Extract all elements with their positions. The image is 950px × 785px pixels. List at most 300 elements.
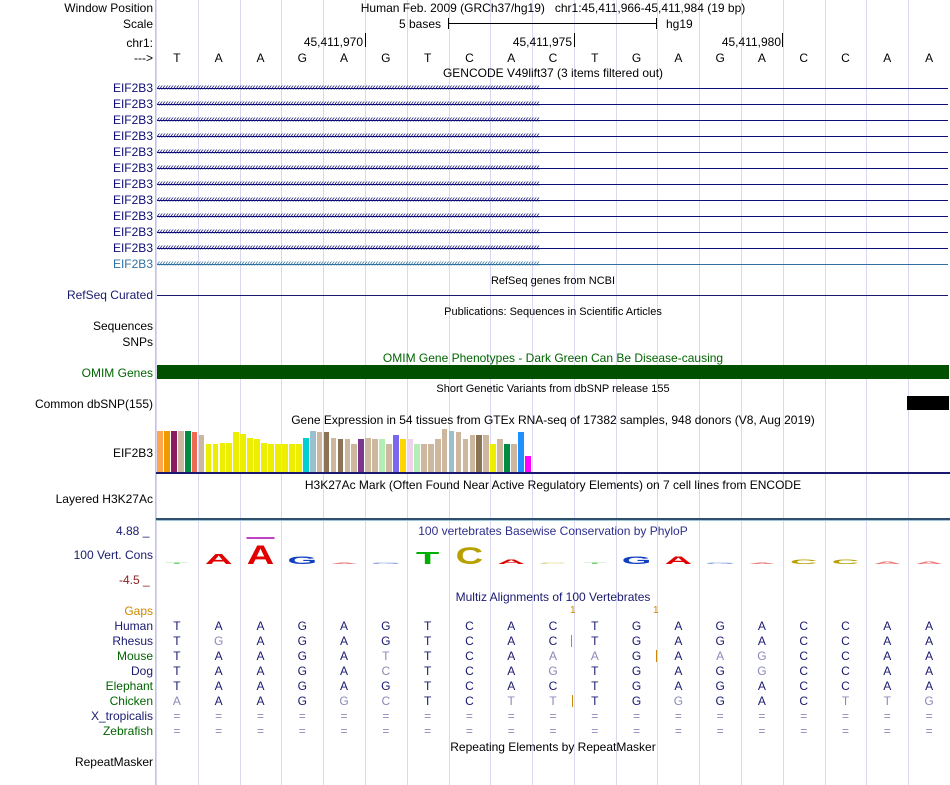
gtex-tissue-bar[interactable] xyxy=(345,439,351,472)
gtex-tissue-bar[interactable] xyxy=(407,439,413,472)
gtex-tissue-bar[interactable] xyxy=(226,443,232,472)
gtex-tissue-bar[interactable] xyxy=(164,431,170,472)
alignment-base: G xyxy=(631,664,642,678)
insertion-marker xyxy=(571,635,572,647)
alignment-base: = xyxy=(298,724,306,738)
alignment-base: C xyxy=(465,679,474,693)
strand-label: ---> xyxy=(134,51,153,65)
gencode-gene-label[interactable]: EIF2B3 xyxy=(112,257,153,271)
alignment-base: = xyxy=(591,709,599,723)
alignment-base: A xyxy=(674,634,683,648)
alignment-base: G xyxy=(548,664,558,678)
alignment-base: C xyxy=(548,634,558,648)
alignment-base: A xyxy=(256,619,265,633)
gtex-tissue-bar[interactable] xyxy=(289,444,295,472)
gtex-tissue-bar[interactable] xyxy=(178,431,184,472)
alignment-base: C xyxy=(465,634,474,648)
alignment-base: = xyxy=(842,724,850,738)
gtex-tissue-bar[interactable] xyxy=(393,435,399,472)
sequence-base: G xyxy=(297,51,307,65)
alignment-base: = xyxy=(465,709,473,723)
gencode-strand-arrows: ‹‹‹‹‹‹‹‹‹‹‹‹‹‹‹‹‹‹‹‹‹‹‹‹‹‹‹‹‹‹‹‹‹‹‹‹‹‹‹‹‹‹‹‹‹‹‹‹‹‹‹‹‹‹‹‹‹‹‹‹‹‹‹‹‹‹‹‹‹‹‹‹‹‹‹‹‹‹‹‹‹‹‹‹‹‹‹‹‹‹‹‹‹‹‹‹‹‹‹‹‹‹‹‹‹‹‹‹‹‹‹‹‹‹‹‹‹‹‹‹‹‹‹‹‹‹‹‹‹‹‹‹‹‹‹‹‹‹‹‹ xyxy=(157,242,540,252)
alignment-base: A xyxy=(340,679,349,693)
dbsnp-label[interactable]: Common dbSNP(155) xyxy=(34,397,153,411)
alignment-base: C xyxy=(841,619,850,633)
gtex-tissue-bar[interactable] xyxy=(185,431,191,472)
sequence-base: C xyxy=(799,51,809,65)
gtex-tissue-bar[interactable] xyxy=(483,435,489,472)
alignment-base: C xyxy=(548,619,558,633)
alignment-base: G xyxy=(631,619,642,633)
sequence-base: G xyxy=(715,51,725,65)
alignment-base: A xyxy=(925,619,934,633)
alignment-base: T xyxy=(591,619,599,633)
gtex-tissue-bar[interactable] xyxy=(386,444,392,472)
gtex-tissue-bar[interactable] xyxy=(171,431,177,472)
alignment-base: A xyxy=(925,664,934,678)
alignment-base: C xyxy=(381,694,391,708)
conservation-letter: A xyxy=(873,560,902,565)
alignment-base: T xyxy=(549,694,557,708)
gencode-gene-label[interactable]: EIF2B3 xyxy=(112,193,153,207)
conservation-letter: C xyxy=(831,558,860,566)
sequence-base: C xyxy=(548,51,558,65)
gencode-gene-label[interactable]: EIF2B3 xyxy=(112,145,153,159)
gtex-tissue-bar[interactable] xyxy=(365,438,371,472)
alignment-base: = xyxy=(465,724,473,738)
conservation-letter: A xyxy=(204,551,233,568)
alignment-base: A xyxy=(883,664,892,678)
alignment-base: A xyxy=(757,679,766,693)
alignment-base: C xyxy=(381,664,391,678)
alignment-base: A xyxy=(925,679,934,693)
conservation-letter: G xyxy=(371,562,401,565)
species-label[interactable]: Human xyxy=(114,619,153,633)
alignment-base: G xyxy=(757,649,767,663)
alignment-base: T xyxy=(423,664,432,678)
gencode-gene-label[interactable]: EIF2B3 xyxy=(112,209,153,223)
alignment-base: T xyxy=(423,649,432,663)
gencode-gene-label[interactable]: EIF2B3 xyxy=(112,97,153,111)
alignment-base: C xyxy=(799,679,809,693)
alignment-base: G xyxy=(381,634,391,648)
gtex-tissue-bar[interactable] xyxy=(254,439,260,472)
alignment-base: T xyxy=(507,694,515,708)
alignment-base: A xyxy=(507,634,516,648)
alignment-base: C xyxy=(799,619,809,633)
dbsnp-variant[interactable] xyxy=(907,396,949,410)
alignment-base: G xyxy=(631,634,642,648)
alignment-base: A xyxy=(548,649,557,663)
alignment-base: C xyxy=(799,634,809,648)
gtex-tissue-bar[interactable] xyxy=(157,431,163,472)
alignment-base: C xyxy=(799,664,809,678)
alignment-base: A xyxy=(883,649,892,663)
alignment-base: = xyxy=(507,709,515,723)
gtex-track-title: Gene Expression in 54 tissues from GTEx RNA-seq of 17382 samples, 948 donors (V8, Aug 2019) xyxy=(291,413,815,427)
gtex-tissue-bar[interactable] xyxy=(518,432,524,472)
gencode-strand-arrows: ‹‹‹‹‹‹‹‹‹‹‹‹‹‹‹‹‹‹‹‹‹‹‹‹‹‹‹‹‹‹‹‹‹‹‹‹‹‹‹‹‹‹‹‹‹‹‹‹‹‹‹‹‹‹‹‹‹‹‹‹‹‹‹‹‹‹‹‹‹‹‹‹‹‹‹‹‹‹‹‹‹‹‹‹‹‹‹‹‹‹‹‹‹‹‹‹‹‹‹‹‹‹‹‹‹‹‹‹‹‹‹‹‹‹‹‹‹‹‹‹‹‹‹‹‹‹‹‹‹‹‹‹‹‹‹‹‹‹‹‹ xyxy=(157,258,540,268)
alignment-base: A xyxy=(214,679,223,693)
gtex-tissue-bar[interactable] xyxy=(442,429,448,472)
alignment-base: A xyxy=(674,664,683,678)
gencode-gene-label[interactable]: EIF2B3 xyxy=(112,129,153,143)
gtex-tissue-bar[interactable] xyxy=(303,438,309,472)
gtex-tissue-bar[interactable] xyxy=(435,439,441,472)
gtex-tissue-bar[interactable] xyxy=(275,444,281,472)
alignment-base: = xyxy=(424,709,432,723)
gtex-tissue-bar[interactable] xyxy=(213,444,219,472)
alignment-base: = xyxy=(842,709,850,723)
gencode-gene-label[interactable]: EIF2B3 xyxy=(112,241,153,255)
alignment-base: G xyxy=(297,649,307,663)
alignment-base: T xyxy=(423,619,432,633)
omim-label[interactable]: OMIM Genes xyxy=(81,366,153,380)
gtex-barchart[interactable] xyxy=(157,429,557,472)
conservation-label[interactable]: 100 Vert. Cons xyxy=(73,548,153,562)
omim-track-title: OMIM Gene Phenotypes - Dark Green Can Be Disease-causing xyxy=(382,351,724,365)
sequence-base: A xyxy=(340,51,349,65)
alignment-base: A xyxy=(883,619,892,633)
alignment-base: = xyxy=(925,709,933,723)
alignment-base: T xyxy=(591,679,599,693)
sequence-base: A xyxy=(757,51,766,65)
gtex-tissue-bar[interactable] xyxy=(504,444,510,472)
repeatmasker-label[interactable]: RepeatMasker xyxy=(74,755,153,769)
sequence-base: A xyxy=(674,51,683,65)
refseq-gene-line[interactable] xyxy=(157,295,948,296)
alignment-base: = xyxy=(549,709,557,723)
alignment-base: = xyxy=(549,724,557,738)
alignment-base: = xyxy=(215,709,223,723)
alignment-base: T xyxy=(382,649,390,663)
gtex-tissue-bar[interactable] xyxy=(233,432,239,472)
alignment-base: A xyxy=(256,634,265,648)
gtex-tissue-bar[interactable] xyxy=(282,444,288,472)
gencode-strand-arrows: ‹‹‹‹‹‹‹‹‹‹‹‹‹‹‹‹‹‹‹‹‹‹‹‹‹‹‹‹‹‹‹‹‹‹‹‹‹‹‹‹‹‹‹‹‹‹‹‹‹‹‹‹‹‹‹‹‹‹‹‹‹‹‹‹‹‹‹‹‹‹‹‹‹‹‹‹‹‹‹‹‹‹‹‹‹‹‹‹‹‹‹‹‹‹‹‹‹‹‹‹‹‹‹‹‹‹‹‹‹‹‹‹‹‹‹‹‹‹‹‹‹‹‹‹‹‹‹‹‹‹‹‹‹‹‹‹‹‹‹‹ xyxy=(157,98,540,108)
gencode-strand-arrows: ‹‹‹‹‹‹‹‹‹‹‹‹‹‹‹‹‹‹‹‹‹‹‹‹‹‹‹‹‹‹‹‹‹‹‹‹‹‹‹‹‹‹‹‹‹‹‹‹‹‹‹‹‹‹‹‹‹‹‹‹‹‹‹‹‹‹‹‹‹‹‹‹‹‹‹‹‹‹‹‹‹‹‹‹‹‹‹‹‹‹‹‹‹‹‹‹‹‹‹‹‹‹‹‹‹‹‹‹‹‹‹‹‹‹‹‹‹‹‹‹‹‹‹‹‹‹‹‹‹‹‹‹‹‹‹‹‹‹‹‹ xyxy=(157,82,540,92)
conservation-ymax: 4.88 _ xyxy=(116,524,150,538)
sequence-base: A xyxy=(214,51,223,65)
alignment-base: A xyxy=(256,664,265,678)
gencode-strand-arrows: ‹‹‹‹‹‹‹‹‹‹‹‹‹‹‹‹‹‹‹‹‹‹‹‹‹‹‹‹‹‹‹‹‹‹‹‹‹‹‹‹‹‹‹‹‹‹‹‹‹‹‹‹‹‹‹‹‹‹‹‹‹‹‹‹‹‹‹‹‹‹‹‹‹‹‹‹‹‹‹‹‹‹‹‹‹‹‹‹‹‹‹‹‹‹‹‹‹‹‹‹‹‹‹‹‹‹‹‹‹‹‹‹‹‹‹‹‹‹‹‹‹‹‹‹‹‹‹‹‹‹‹‹‹‹‹‹‹‹‹‹ xyxy=(157,146,540,156)
alignment-base: G xyxy=(297,694,307,708)
alignment-base: T xyxy=(423,694,432,708)
gtex-tissue-bar[interactable] xyxy=(470,435,476,472)
gtex-baseline xyxy=(156,472,950,474)
conservation-letter: C xyxy=(790,558,818,566)
alignment-base: = xyxy=(633,709,641,723)
conservation-letter: A xyxy=(664,554,693,567)
alignment-base: A xyxy=(757,694,766,708)
alignment-base: = xyxy=(800,724,808,738)
gtex-tissue-bar[interactable] xyxy=(428,444,434,472)
sequence-base: G xyxy=(381,51,391,65)
sequence-base: T xyxy=(423,51,432,65)
gtex-tissue-bar[interactable] xyxy=(351,444,357,472)
gencode-gene-label[interactable]: EIF2B3 xyxy=(112,225,153,239)
alignment-base: = xyxy=(215,724,223,738)
alignment-base: G xyxy=(297,634,307,648)
alignment-base: = xyxy=(716,724,724,738)
alignment-base: G xyxy=(339,694,349,708)
alignment-base: = xyxy=(382,709,390,723)
alignment-base: A xyxy=(883,634,892,648)
alignment-base: = xyxy=(507,724,515,738)
alignment-base: = xyxy=(340,724,348,738)
sequences-label[interactable]: Sequences xyxy=(92,319,153,333)
gtex-tissue-bar[interactable] xyxy=(379,439,385,472)
alignment-base: = xyxy=(674,709,682,723)
gtex-tissue-bar[interactable] xyxy=(400,439,406,472)
alignment-base: G xyxy=(757,664,767,678)
ruler-tick-label: 45,411,970 xyxy=(303,35,363,49)
gtex-tissue-bar[interactable] xyxy=(220,443,226,472)
conservation-letter: T xyxy=(165,562,189,565)
snps-label[interactable]: SNPs xyxy=(122,335,153,349)
conservation-letter: C xyxy=(539,562,567,565)
alignment-base: A xyxy=(214,664,223,678)
gtex-tissue-bar[interactable] xyxy=(511,444,517,472)
conservation-letter: A xyxy=(246,540,275,571)
alignment-base: T xyxy=(173,619,181,633)
window-position-label[interactable]: Window Position xyxy=(64,1,153,15)
scale-bar-left-tick xyxy=(448,18,449,29)
sequence-base: A xyxy=(883,51,892,65)
sequence-base: A xyxy=(925,51,934,65)
alignment-base: = xyxy=(883,709,891,723)
gtex-tissue-bar[interactable] xyxy=(310,431,316,472)
alignment-base: T xyxy=(173,634,181,648)
alignment-base: G xyxy=(631,679,642,693)
alignment-base: G xyxy=(673,694,684,708)
alignment-base: A xyxy=(214,694,223,708)
species-label[interactable]: Rhesus xyxy=(112,634,153,648)
gtex-tissue-bar[interactable] xyxy=(449,431,455,472)
alignment-base: T xyxy=(423,679,432,693)
gencode-strand-arrows: ‹‹‹‹‹‹‹‹‹‹‹‹‹‹‹‹‹‹‹‹‹‹‹‹‹‹‹‹‹‹‹‹‹‹‹‹‹‹‹‹‹‹‹‹‹‹‹‹‹‹‹‹‹‹‹‹‹‹‹‹‹‹‹‹‹‹‹‹‹‹‹‹‹‹‹‹‹‹‹‹‹‹‹‹‹‹‹‹‹‹‹‹‹‹‹‹‹‹‹‹‹‹‹‹‹‹‹‹‹‹‹‹‹‹‹‹‹‹‹‹‹‹‹‹‹‹‹‹‹‹‹‹‹‹‹‹‹‹‹‹ xyxy=(157,130,540,140)
alignment-base: = xyxy=(674,724,682,738)
species-label[interactable]: Dog xyxy=(130,664,153,678)
gencode-strand-arrows: ‹‹‹‹‹‹‹‹‹‹‹‹‹‹‹‹‹‹‹‹‹‹‹‹‹‹‹‹‹‹‹‹‹‹‹‹‹‹‹‹‹‹‹‹‹‹‹‹‹‹‹‹‹‹‹‹‹‹‹‹‹‹‹‹‹‹‹‹‹‹‹‹‹‹‹‹‹‹‹‹‹‹‹‹‹‹‹‹‹‹‹‹‹‹‹‹‹‹‹‹‹‹‹‹‹‹‹‹‹‹‹‹‹‹‹‹‹‹‹‹‹‹‹‹‹‹‹‹‹‹‹‹‹‹‹‹‹‹‹‹ xyxy=(157,226,540,236)
gtex-tissue-bar[interactable] xyxy=(490,444,496,472)
gtex-tissue-bar[interactable] xyxy=(324,432,330,472)
alignment-base: = xyxy=(800,709,808,723)
gap-mark: 1 xyxy=(570,605,576,616)
species-label[interactable]: X_tropicalis xyxy=(90,709,153,723)
scale-bar xyxy=(448,23,656,24)
gencode-gene-label[interactable]: EIF2B3 xyxy=(112,161,153,175)
omim-gene-bar[interactable] xyxy=(157,365,949,379)
refseq-label[interactable]: RefSeq Curated xyxy=(66,288,153,302)
conservation-letter: G xyxy=(705,562,735,565)
alignment-base: = xyxy=(883,724,891,738)
alignment-base: T xyxy=(591,634,599,648)
alignment-base: A xyxy=(716,649,725,663)
gtex-tissue-bar[interactable] xyxy=(261,443,267,472)
gtex-tissue-bar[interactable] xyxy=(331,438,337,472)
gap-mark: 1 xyxy=(653,605,659,616)
gtex-tissue-bar[interactable] xyxy=(372,439,378,472)
repeatmasker-track-title: Repeating Elements by RepeatMasker xyxy=(450,740,656,754)
gencode-gene-label[interactable]: EIF2B3 xyxy=(112,177,153,191)
gencode-track-title: GENCODE V49lift37 (3 items filtered out) xyxy=(442,66,664,80)
sequence-base: C xyxy=(465,51,474,65)
gtex-tissue-bar[interactable] xyxy=(268,444,274,472)
alignment-base: T xyxy=(173,679,181,693)
alignment-base: = xyxy=(298,709,306,723)
conservation-track-title: 100 vertebrates Basewise Conservation by PhyloP xyxy=(418,524,688,538)
publications-track-title: Publications: Sequences in Scientific Articles xyxy=(444,306,662,318)
alignment-base: = xyxy=(173,709,181,723)
h3k27ac-label[interactable]: Layered H3K27Ac xyxy=(55,492,153,506)
gtex-tissue-bar[interactable] xyxy=(525,456,531,472)
alignment-base: = xyxy=(716,709,724,723)
alignment-base: G xyxy=(297,679,307,693)
conservation-letter: G xyxy=(287,554,318,567)
conservation-ymin: -4.5 _ xyxy=(119,573,150,587)
dbsnp-track-title: Short Genetic Variants from dbSNP release 155 xyxy=(436,383,670,395)
h3k27ac-track-title: H3K27Ac Mark (Often Found Near Active Regulatory Elements) on 7 cell lines from ENCODE xyxy=(304,478,802,492)
conservation-letter: A xyxy=(748,562,776,565)
alignment-base: = xyxy=(925,724,933,738)
alignment-base: = xyxy=(424,724,432,738)
alignment-base: C xyxy=(799,649,809,663)
insertion-marker xyxy=(572,695,573,707)
alignment-base: C xyxy=(465,649,474,663)
chrom-label[interactable]: chr1: xyxy=(126,36,153,50)
alignment-base: A xyxy=(925,649,934,663)
conservation-letter: A xyxy=(330,562,358,565)
species-label[interactable]: Mouse xyxy=(116,649,153,663)
alignment-base: G xyxy=(214,634,224,648)
sequence-base: A xyxy=(256,51,265,65)
alignment-base: G xyxy=(715,679,725,693)
conservation-letter: A xyxy=(915,561,943,565)
alignment-base: A xyxy=(214,619,223,633)
alignment-base: = xyxy=(340,709,348,723)
gencode-strand-arrows: ‹‹‹‹‹‹‹‹‹‹‹‹‹‹‹‹‹‹‹‹‹‹‹‹‹‹‹‹‹‹‹‹‹‹‹‹‹‹‹‹‹‹‹‹‹‹‹‹‹‹‹‹‹‹‹‹‹‹‹‹‹‹‹‹‹‹‹‹‹‹‹‹‹‹‹‹‹‹‹‹‹‹‹‹‹‹‹‹‹‹‹‹‹‹‹‹‹‹‹‹‹‹‹‹‹‹‹‹‹‹‹‹‹‹‹‹‹‹‹‹‹‹‹‹‹‹‹‹‹‹‹‹‹‹‹‹‹‹‹‹ xyxy=(157,210,540,220)
alignment-base: A xyxy=(883,679,892,693)
gtex-tissue-bar[interactable] xyxy=(358,439,364,472)
gtex-label[interactable]: EIF2B3 xyxy=(112,446,153,460)
alignment-base: C xyxy=(841,664,850,678)
scale-bar-right-tick xyxy=(656,18,657,29)
alignment-base: = xyxy=(758,709,766,723)
alignment-base: G xyxy=(631,649,642,663)
species-label[interactable]: Zebrafish xyxy=(102,724,153,738)
alignment-base: A xyxy=(757,634,766,648)
gtex-tissue-bar[interactable] xyxy=(421,444,427,472)
alignment-base: = xyxy=(591,724,599,738)
ruler-tick xyxy=(365,33,366,47)
refseq-track-title: RefSeq genes from NCBI xyxy=(490,275,616,287)
alignment-base: A xyxy=(256,679,265,693)
gtex-tissue-bar[interactable] xyxy=(338,439,344,472)
alignment-base: G xyxy=(715,664,725,678)
alignment-base: G xyxy=(715,619,725,633)
alignment-base: C xyxy=(841,634,850,648)
gencode-strand-arrows: ‹‹‹‹‹‹‹‹‹‹‹‹‹‹‹‹‹‹‹‹‹‹‹‹‹‹‹‹‹‹‹‹‹‹‹‹‹‹‹‹‹‹‹‹‹‹‹‹‹‹‹‹‹‹‹‹‹‹‹‹‹‹‹‹‹‹‹‹‹‹‹‹‹‹‹‹‹‹‹‹‹‹‹‹‹‹‹‹‹‹‹‹‹‹‹‹‹‹‹‹‹‹‹‹‹‹‹‹‹‹‹‹‹‹‹‹‹‹‹‹‹‹‹‹‹‹‹‹‹‹‹‹‹‹‹‹‹‹‹‹ xyxy=(157,194,540,204)
alignment-base: G xyxy=(381,619,391,633)
gtex-tissue-bar[interactable] xyxy=(206,444,212,472)
alignment-base: A xyxy=(340,634,349,648)
sequence-base: T xyxy=(173,51,181,65)
gtex-tissue-bar[interactable] xyxy=(497,439,503,472)
alignment-base: = xyxy=(173,724,181,738)
alignment-base: A xyxy=(507,679,516,693)
sequence-base: G xyxy=(631,51,642,65)
alignment-base: C xyxy=(465,664,474,678)
alignment-base: = xyxy=(256,709,264,723)
alignment-base: A xyxy=(214,649,223,663)
alignment-base: G xyxy=(924,694,934,708)
sequence-base: C xyxy=(841,51,850,65)
gtex-tissue-bar[interactable] xyxy=(463,439,469,472)
alignment-base: G xyxy=(381,679,391,693)
species-label[interactable]: Chicken xyxy=(109,694,153,708)
gaps-label[interactable]: Gaps xyxy=(124,604,153,618)
alignment-base: = xyxy=(256,724,264,738)
alignment-base: A xyxy=(340,664,349,678)
ruler-tick-label: 45,411,980 xyxy=(721,35,781,49)
alignment-base: A xyxy=(590,649,599,663)
gtex-tissue-bar[interactable] xyxy=(476,435,482,472)
alignment-base: G xyxy=(715,694,725,708)
alignment-base: A xyxy=(507,619,516,633)
alignment-base: C xyxy=(841,679,850,693)
gencode-gene-label[interactable]: EIF2B3 xyxy=(112,81,153,95)
alignment-base: A xyxy=(256,694,265,708)
alignment-base: A xyxy=(674,679,683,693)
alignment-base: T xyxy=(173,649,181,663)
alignment-base: T xyxy=(423,634,432,648)
alignment-base: A xyxy=(507,649,516,663)
gtex-tissue-bar[interactable] xyxy=(317,432,323,472)
sequence-base: T xyxy=(591,51,599,65)
ruler-tick-label: 45,411,975 xyxy=(512,35,572,49)
scale-label[interactable]: Scale xyxy=(122,17,153,31)
gtex-tissue-bar[interactable] xyxy=(240,434,246,472)
conservation-letter: T xyxy=(583,562,607,565)
species-label[interactable]: Elephant xyxy=(105,679,153,693)
conservation-letter: A xyxy=(497,558,525,566)
alignment-base: A xyxy=(674,649,683,663)
gtex-tissue-bar[interactable] xyxy=(456,432,462,472)
conservation-letter: G xyxy=(621,554,652,567)
alignment-base: A xyxy=(674,619,683,633)
alignment-base: T xyxy=(591,694,599,708)
gtex-tissue-bar[interactable] xyxy=(296,444,302,472)
conservation-logo[interactable] xyxy=(156,534,950,574)
multiz-track-title: Multiz Alignments of 100 Vertebrates xyxy=(455,590,651,604)
insertion-marker xyxy=(656,650,657,662)
gtex-tissue-bar[interactable] xyxy=(414,444,420,472)
alignment-base: T xyxy=(173,664,181,678)
alignment-base: G xyxy=(715,634,725,648)
alignment-base: = xyxy=(758,724,766,738)
gencode-gene-label[interactable]: EIF2B3 xyxy=(112,113,153,127)
gtex-tissue-bar[interactable] xyxy=(192,432,198,472)
alignment-base: A xyxy=(340,619,349,633)
gencode-strand-arrows: ‹‹‹‹‹‹‹‹‹‹‹‹‹‹‹‹‹‹‹‹‹‹‹‹‹‹‹‹‹‹‹‹‹‹‹‹‹‹‹‹‹‹‹‹‹‹‹‹‹‹‹‹‹‹‹‹‹‹‹‹‹‹‹‹‹‹‹‹‹‹‹‹‹‹‹‹‹‹‹‹‹‹‹‹‹‹‹‹‹‹‹‹‹‹‹‹‹‹‹‹‹‹‹‹‹‹‹‹‹‹‹‹‹‹‹‹‹‹‹‹‹‹‹‹‹‹‹‹‹‹‹‹‹‹‹‹‹‹‹‹ xyxy=(157,178,540,188)
gtex-tissue-bar[interactable] xyxy=(247,438,253,472)
alignment-base: C xyxy=(465,694,474,708)
alignment-base: G xyxy=(297,619,307,633)
alignment-base: T xyxy=(841,694,850,708)
alignment-base: C xyxy=(799,694,809,708)
gtex-tissue-bar[interactable] xyxy=(199,435,205,472)
